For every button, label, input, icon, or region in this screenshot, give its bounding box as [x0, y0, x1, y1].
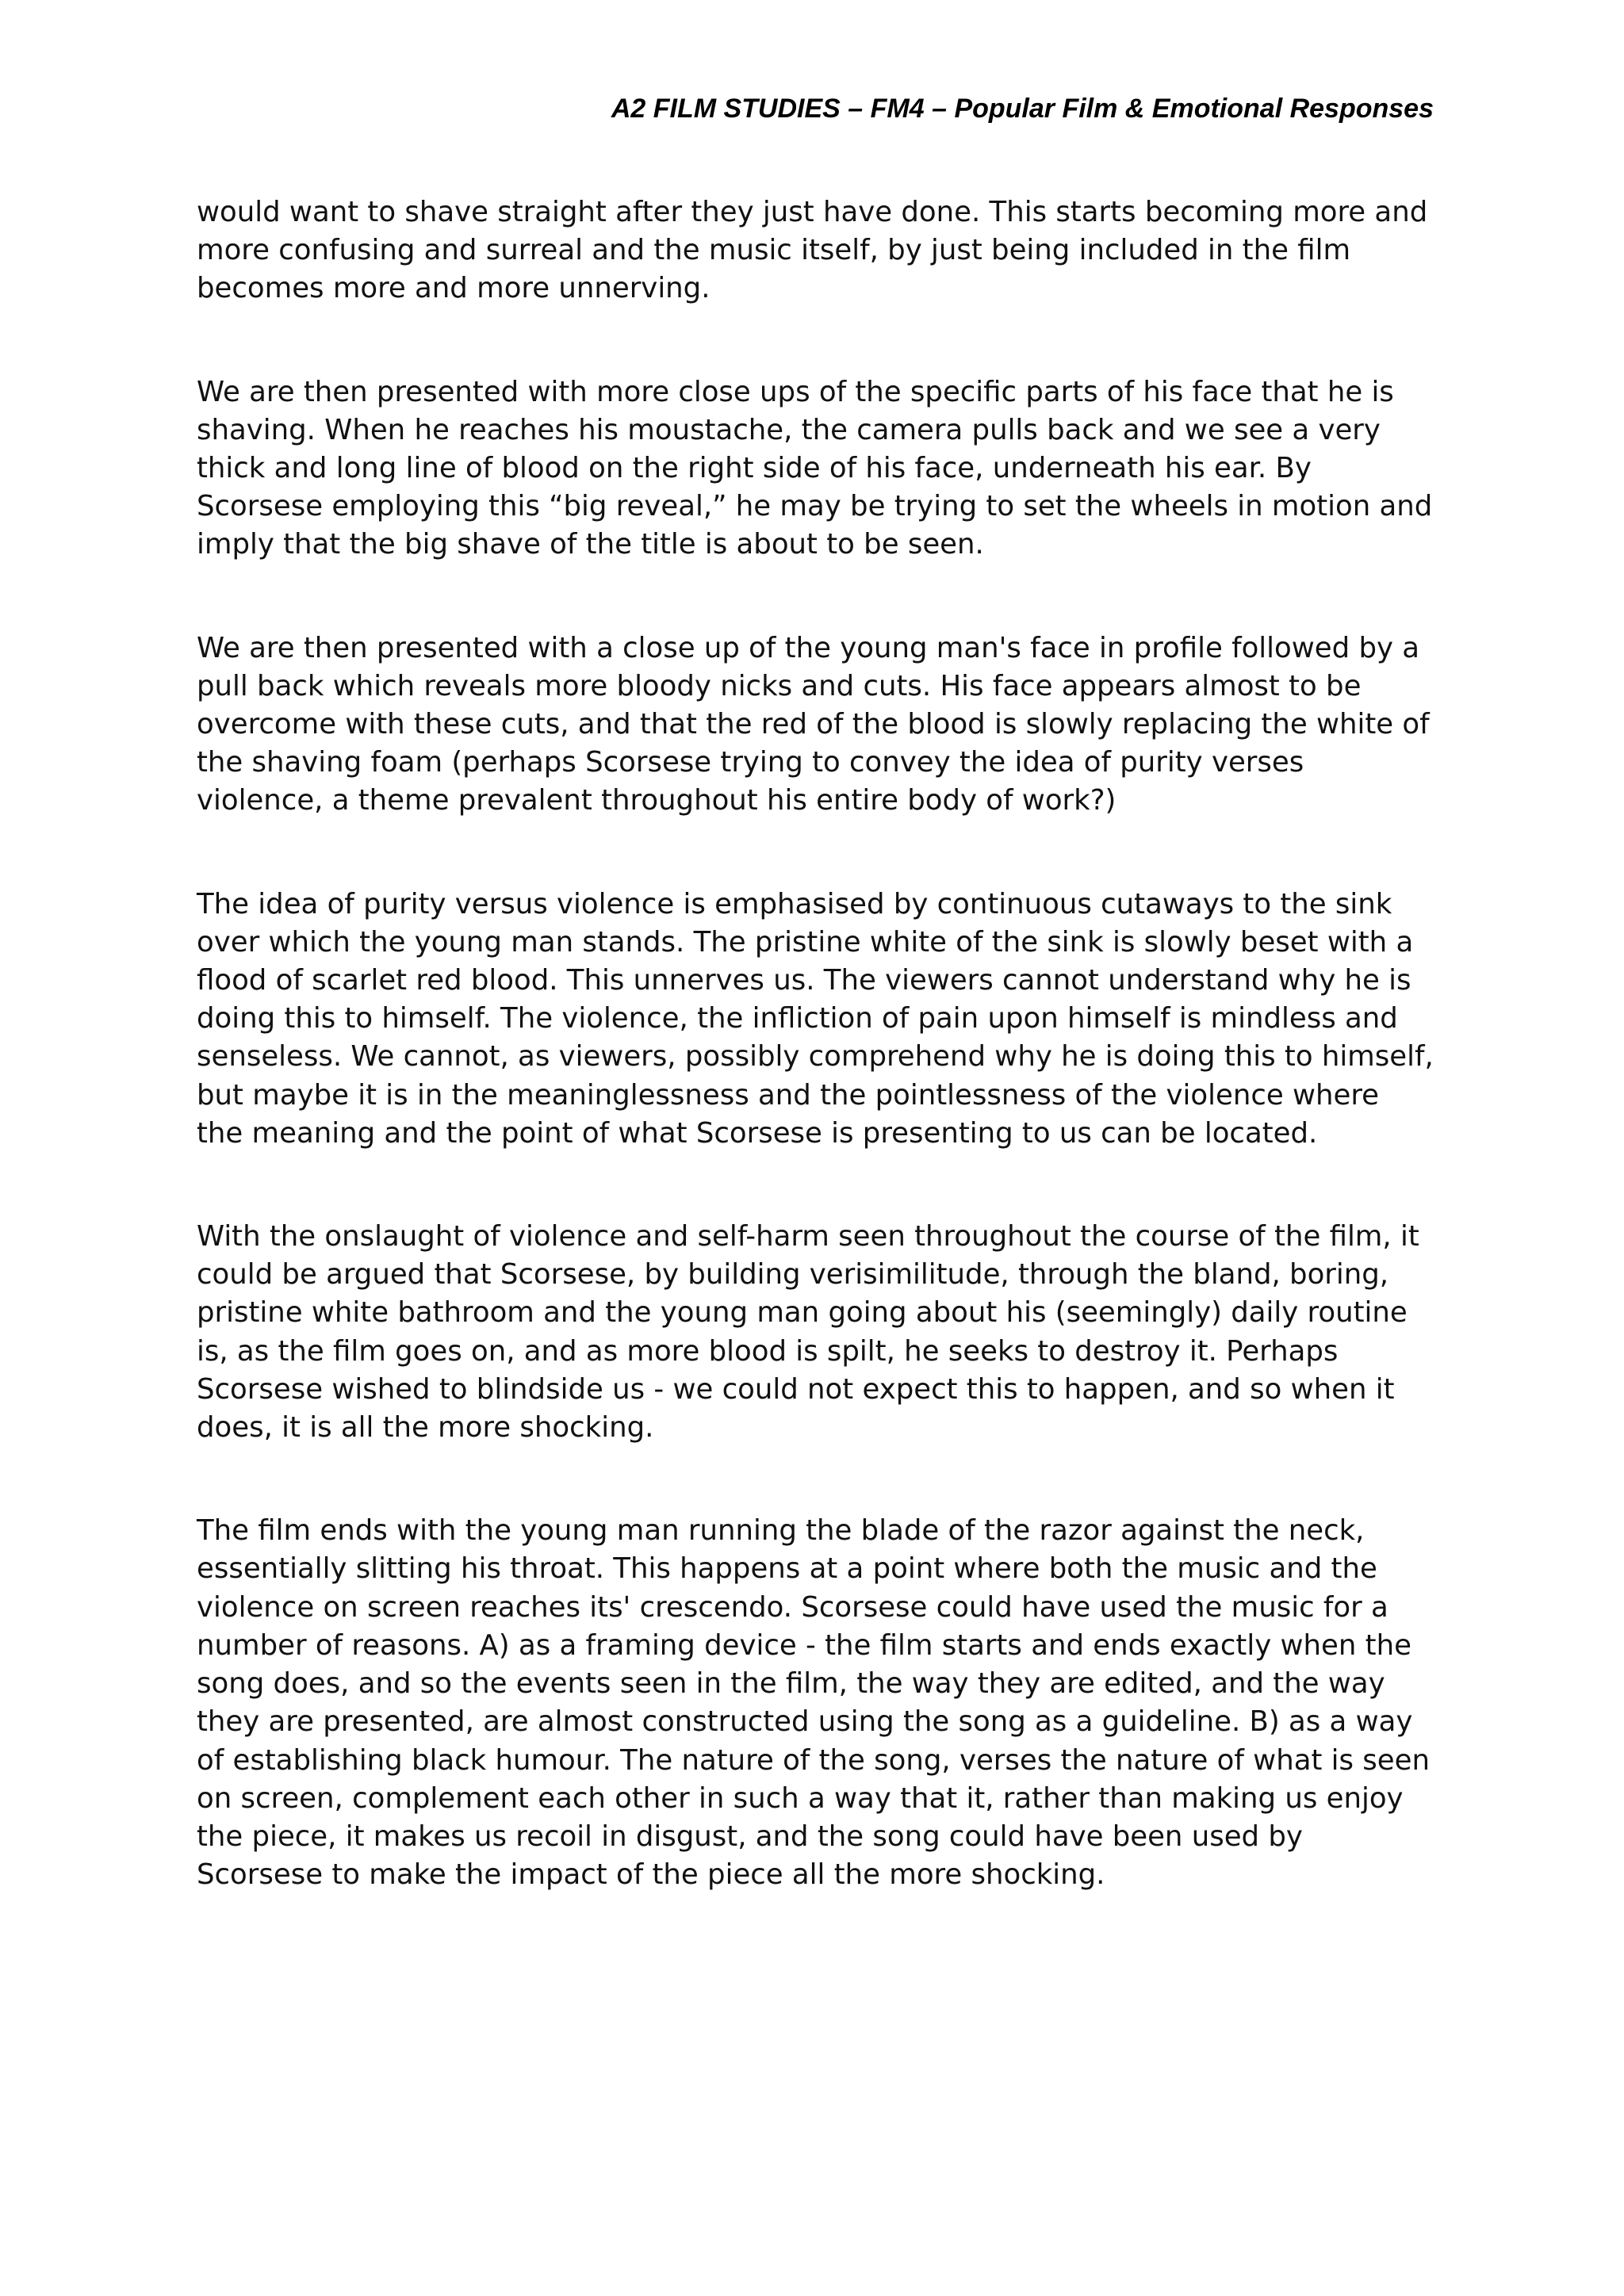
page-header: A2 FILM STUDIES – FM4 – Popular Film & Emotional Responses: [611, 94, 1434, 124]
paragraph: would want to shave straight after they just have done. This starts becoming more and more confusing and surreal and the music itself, by just being included in the film becomes more and more unnerving.: [197, 196, 1428, 305]
paragraph: The film ends with the young man running the blade of the razor against the neck, essentially slitting his throat. This happens at a point where both the music and the violence on screen reaches its' crescendo. Scorsese could have used the music for a number of reasons. A) as a framing device - the film starts and ends exactly when the song does, and so the events seen in the film, the way they are edited, and the way they are presented, are almost constructed using the song as a guideline. B) as a way of establishing black humour. The nature of the song, verses the nature of what is seen on screen, complement each other in such a way that it, rather than making us enjoy the piece, it makes us recoil in disgust, and the song could have been used by Scorsese to make the impact of the piece all the more shocking.: [197, 1514, 1430, 1892]
document-body: [197, 193, 1434, 1959]
paragraph: The idea of purity versus violence is emphasised by continuous cutaways to the sink over which the young man stands. The pristine white of the sink is slowly beset with a flood of scarlet red blood. This unnerves us. The viewers cannot understand why he is doing this to himself. The violence, the infliction of pain upon himself is mindless and senseless. We cannot, as viewers, possibly comprehend why he is doing this to himself, but maybe it is in the meaninglessness and the pointlessness of the violence where the meaning and the point of what Scorsese is presenting to us can be located.: [197, 887, 1434, 1150]
paragraph: With the onslaught of violence and self-harm seen throughout the course of the film, it could be argued that Scorsese, by building verisimilitude, through the bland, boring, pristine white bathroom and the young man going about his (seemingly) daily routine is, as the film goes on, and as more blood is spilt, he seeks to destroy it. Perhaps Scorsese wished to blindside us - we could not expect this to happen, and so when it does, it is all the more shocking.: [197, 1220, 1419, 1445]
paragraph: We are then presented with a close up of the young man's face in profile followed by a pull back which reveals more bloody nicks and cuts. His face appears almost to be overcome with these cuts, and that the red of the blood is slowly replacing the white of the shaving foam (perhaps Scorsese trying to convey the idea of purity verses violence, a theme prevalent throughout his entire body of work?): [197, 631, 1430, 817]
paragraph: We are then presented with more close ups of the specific parts of his face that he is shaving. When he reaches his moustache, the camera pulls back and we see a very thick and long line of blood on the right side of his face, underneath his ear. By Scorsese employing this “big reveal,” he may be trying to set the wheels in motion and imply that the big shave of the title is about to be seen.: [197, 375, 1433, 561]
